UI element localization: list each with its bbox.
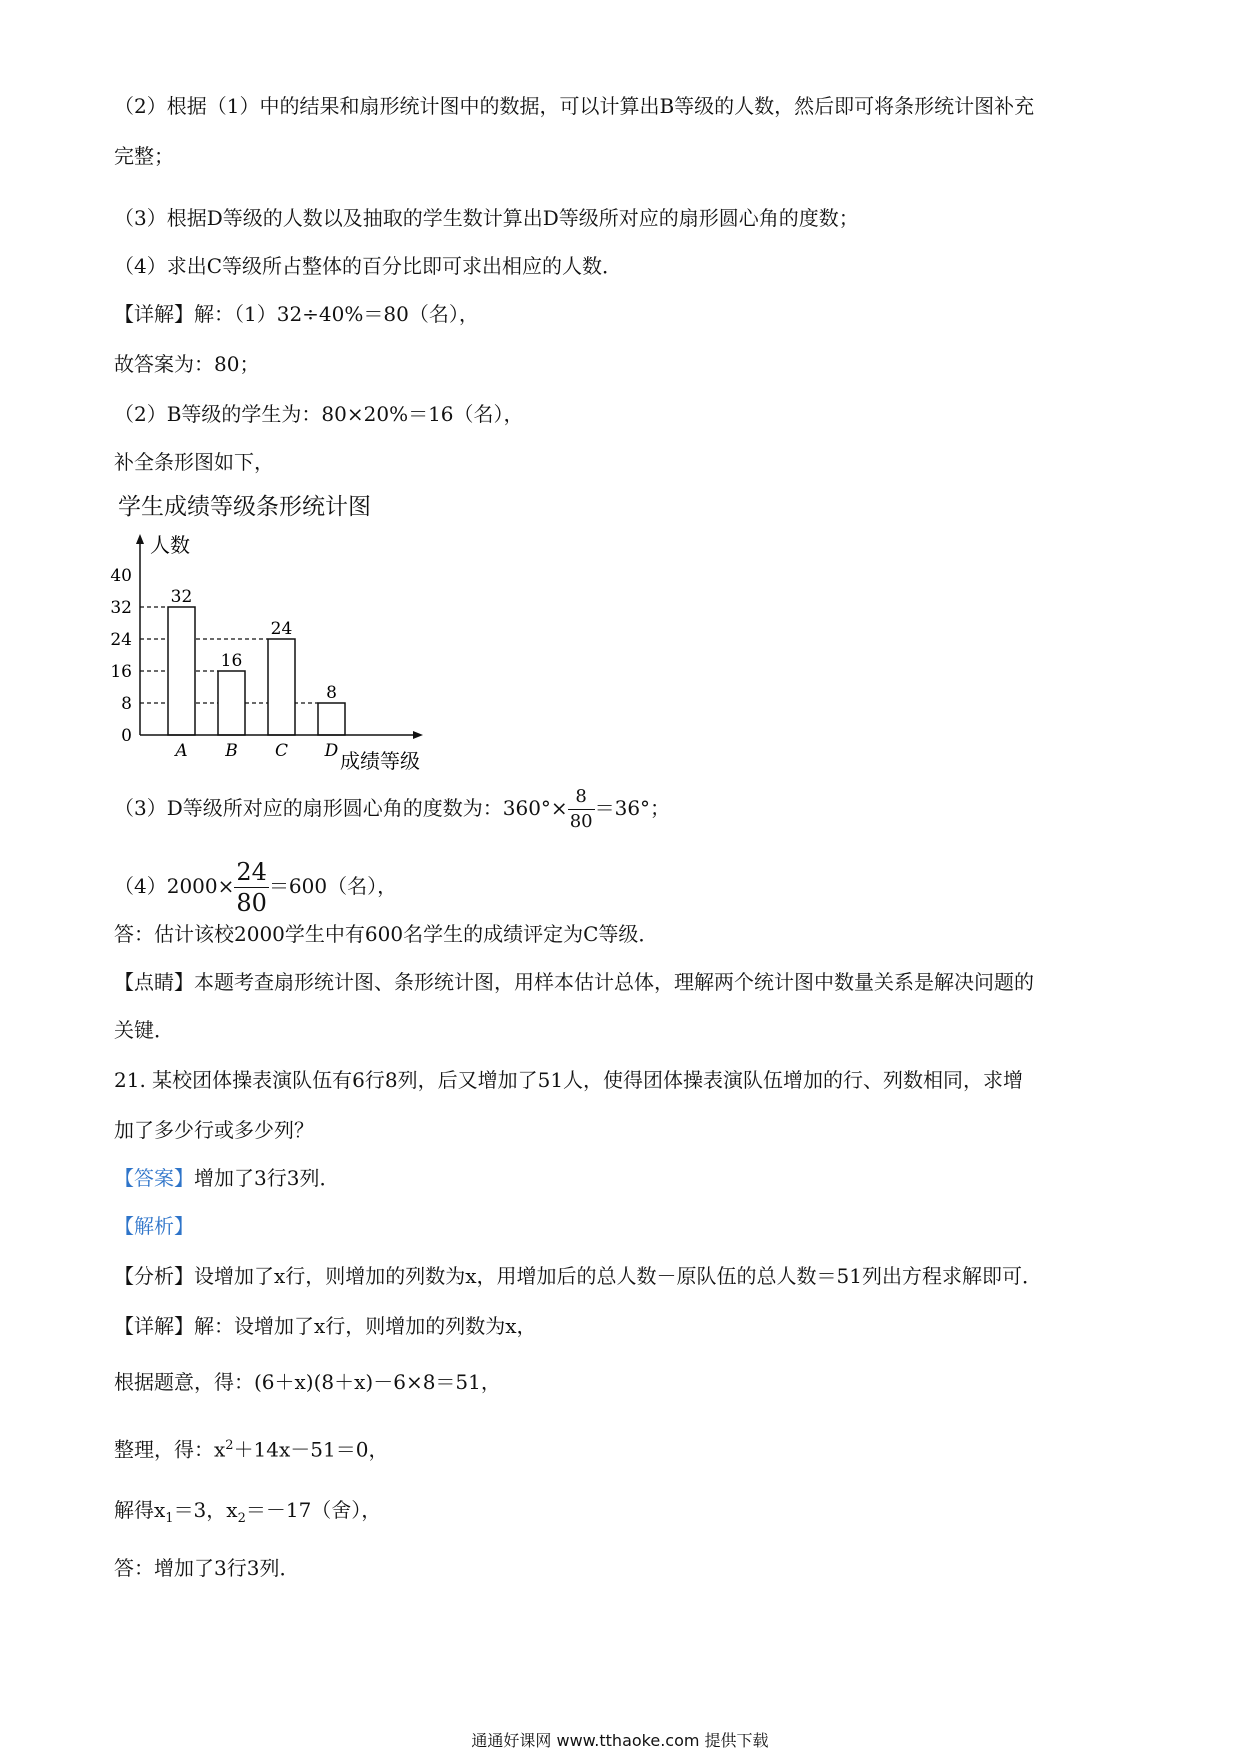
x-axis-label: 成绩等级 (340, 749, 420, 773)
analysis-tag: 【解析】 (114, 1214, 194, 1238)
x-tick-label: C (274, 741, 289, 761)
text-line: 完整； (114, 144, 174, 168)
x-tick-label: D (324, 741, 339, 761)
solution-a: 解得x (114, 1498, 166, 1522)
superscript: 2 (225, 1438, 234, 1453)
formula-line (114, 788, 670, 831)
fraction-denominator: 80 (236, 889, 267, 917)
y-axis-arrow-icon (136, 534, 144, 544)
fraction-numerator: 8 (568, 788, 595, 810)
text-line (114, 1496, 381, 1533)
fraction (234, 860, 269, 915)
fraction-numerator: 24 (236, 858, 267, 886)
question-line: 21. 某校团体操表演队伍有6行8列，后又增加了51人，使得团体操表演队伍增加的行、列数相同，求增 (114, 1068, 1024, 1092)
page-footer: 通通好课网 www.tthaoke.com 提供下载 (471, 1731, 769, 1750)
formula-line (114, 860, 397, 915)
formula-prefix: （4）2000× (114, 874, 235, 898)
y-tick-label: 0 (121, 726, 132, 746)
fraction-denominator: 80 (569, 811, 593, 832)
bar-b (218, 671, 245, 735)
answer-tag: 【答案】 (114, 1166, 194, 1190)
solution-c: ＝－17（舍）， (245, 1498, 382, 1522)
x-tick-label: B (225, 741, 238, 761)
fraction (568, 788, 595, 831)
text-line: 答：估计该校2000学生中有600名学生的成绩评定为C等级． (114, 922, 659, 946)
bar-chart (100, 520, 500, 780)
solution-b: ＝3，x (173, 1498, 238, 1522)
text-line: （4）求出C等级所占整体的百分比即可求出相应的人数． (114, 254, 623, 278)
y-tick-label: 24 (110, 630, 132, 650)
eq-suffix: ＋14x－51＝0， (233, 1437, 389, 1462)
text-line: 答：增加了3行3列． (114, 1556, 300, 1580)
answer-line (114, 1164, 339, 1192)
text-line: 补全条形图如下， (114, 450, 274, 474)
eq-prefix: 整理，得：x (114, 1437, 226, 1462)
text-line: （2）B等级的学生为：80×20%＝16（名）， (114, 402, 524, 426)
x-tick-label: A (175, 741, 188, 761)
bar-a (168, 607, 195, 735)
y-axis-label: 人数 (150, 533, 190, 557)
formula-prefix: （3）D等级所对应的扇形圆心角的度数为：360°× (114, 796, 568, 820)
data-label: 16 (220, 651, 243, 671)
question-line: 加了多少行或多少列？ (114, 1118, 314, 1142)
data-label: 32 (170, 587, 193, 607)
formula-suffix: ＝600（名）， (268, 874, 398, 898)
y-tick-label: 40 (110, 566, 132, 586)
formula-suffix: ＝36°； (594, 796, 671, 820)
text-line: 【分析】设增加了x行，则增加的列数为x，用增加后的总人数－原队伍的总人数＝51列出方程求解即可． (114, 1264, 1043, 1288)
text-line: 根据题意，得：(6＋x)(8＋x)－6×8＝51， (114, 1370, 501, 1394)
y-tick-label: 8 (121, 694, 132, 714)
subscript: 1 (165, 1511, 174, 1526)
text-line (114, 1432, 388, 1464)
answer-text: 增加了3行3列． (194, 1166, 340, 1190)
data-label: 8 (326, 683, 337, 703)
text-line: （2）根据（1）中的结果和扇形统计图中的数据，可以计算出B等级的人数，然后即可将条形统计图补充 (114, 94, 1035, 118)
subscript: 2 (237, 1511, 246, 1526)
y-tick-label: 16 (110, 662, 132, 682)
text-line: 【详解】解：设增加了x行，则增加的列数为x， (114, 1314, 537, 1338)
text-line: （3）根据D等级的人数以及抽取的学生数计算出D等级所对应的扇形圆心角的度数； (114, 206, 859, 230)
bar-d (318, 703, 345, 735)
x-axis-arrow-icon (413, 731, 423, 739)
chart-title: 学生成绩等级条形统计图 (118, 494, 371, 520)
text-line: 故答案为：80； (114, 352, 260, 376)
text-line: 关键． (114, 1018, 174, 1042)
data-label: 24 (270, 619, 293, 639)
bar-c (268, 639, 295, 735)
y-tick-label: 32 (110, 598, 132, 618)
text-line: 【点睛】本题考查扇形统计图、条形统计图，用样本估计总体，理解两个统计图中数量关系是解决问题的 (114, 970, 1034, 994)
text-line: 【详解】解：（1）32÷40%＝80（名）， (114, 302, 479, 326)
